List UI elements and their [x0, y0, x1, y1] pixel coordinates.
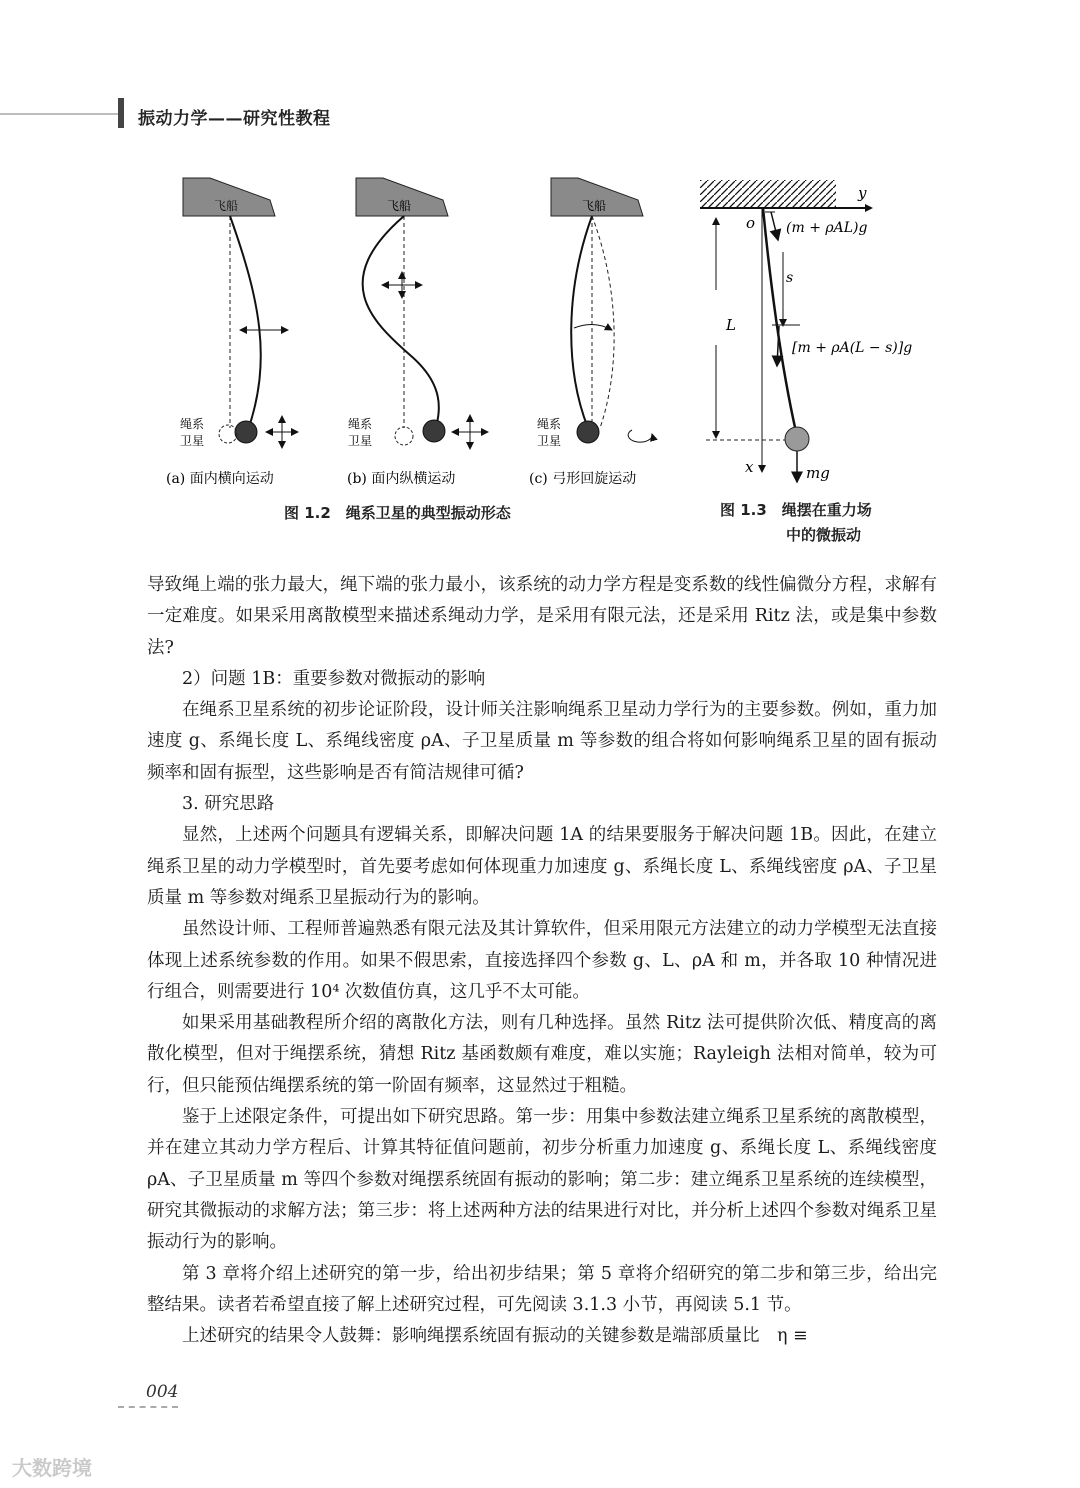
body-text	[147, 570, 937, 1352]
subcaption-a: (a) 面内横向运动	[166, 471, 274, 487]
figure-1-3-caption: 图 1.3 绳摆在重力场 中的微振动	[720, 501, 872, 544]
paragraph: 在绳系卫星系统的初步论证阶段，设计师关注影响绳系卫星动力学行为的主要参数。例如，重力加速度 g、系绳长度 L、系绳线密度 ρA、子卫星质量 m 等参数的组合将如何影响绳系卫星的固有振动频率和固有振型，这些影响是否有简洁规律可循?	[147, 700, 937, 783]
svg-text:卫星: 卫星	[537, 434, 562, 448]
svg-text:y: y	[858, 184, 867, 202]
paragraph: 鉴于上述限定条件，可提出如下研究思路。第一步：用集中参数法建立绳系卫星系统的离散模型，并在建立其动力学方程后、计算其特征值问题前，初步分析重力加速度 g、系绳长度 L、系绳线密度 ρA、子卫星质量 m 等四个参数对绳摆系统固有振动的影响；第二步：建立绳系卫星系统的连续模型，研究其微振动的求解方法；第三步：将上述两种方法的结果进行对比，并分析上述四个参数对绳系卫星振动行为的影响。	[147, 1107, 937, 1253]
subcaption-b: (b) 面内纵横运动	[347, 471, 456, 487]
figure-1-2-caption: 图 1.2 绳系卫星的典型振动形态	[284, 504, 511, 522]
svg-text:卫星: 卫星	[348, 434, 373, 448]
paragraph: 上述研究的结果令人鼓舞：影响绳摆系统固有振动的关键参数是端部质量比 η ≡	[182, 1326, 808, 1347]
svg-text:x: x	[745, 458, 754, 476]
ship-label-a: 飞船	[214, 199, 239, 213]
svg-text:o: o	[746, 214, 756, 232]
svg-text:绳系: 绳系	[180, 417, 205, 431]
svg-text:L: L	[726, 316, 736, 334]
paragraph: 如果采用基础教程所介绍的离散化方法，则有几种选择。虽然 Ritz 法可提供阶次低、精度高的离散化模型，但对于绳摆系统，猜想 Ritz 基函数颇有难度，难以实施；Rayleigh 法相对简单，较为可行，但只能预估绳摆系统的第一阶固有频率，这显然过于粗糙。	[147, 1013, 937, 1096]
svg-text:绳系: 绳系	[537, 417, 562, 431]
paragraph: 导致绳上端的张力最大，绳下端的张力最小，该系统的动力学方程是变系数的线性偏微分方程，求解有一定难度。如果采用离散模型来描述系绳动力学，是采用有限元法，还是采用 Ritz 法，或是集中参数法?	[147, 575, 937, 658]
page-number: 004	[146, 1382, 179, 1402]
svg-text:mg: mg	[806, 464, 830, 482]
svg-text:绳系: 绳系	[348, 417, 373, 431]
figure-1-3	[700, 180, 912, 482]
section-heading: 3. 研究思路	[182, 794, 275, 815]
svg-text:[m + ρA(L − s)]g: [m + ρA(L − s)]g	[792, 340, 913, 356]
paragraph: 虽然设计师、工程师普遍熟悉有限元法及其计算软件，但采用限元方法建立的动力学模型无法直接体现上述系统参数的作用。如果不假思索，直接选择四个参数 g、L、ρA 和 m，并各取 10 种情况进行组合，则需要进行 10⁴ 次数值仿真，这几乎不太可能。	[147, 919, 937, 1002]
figures	[0, 160, 1080, 580]
figure-1-2b	[347, 178, 488, 487]
subcaption-c: (c) 弓形回旋运动	[529, 471, 637, 487]
subheading-1b: 2）问题 1B：重要参数对微振动的影响	[182, 668, 486, 689]
page-number-rule	[118, 1406, 178, 1408]
paragraph: 显然，上述两个问题具有逻辑关系，即解决问题 1A 的结果要服务于解决问题 1B。因此，在建立绳系卫星的动力学模型时，首先要考虑如何体现重力加速度 g、系绳长度 L、系绳线密度 ρA、子卫星质量 m 等参数对绳系卫星振动行为的影响。	[147, 825, 937, 908]
svg-text:飞船: 飞船	[582, 199, 607, 213]
svg-text:飞船: 飞船	[387, 199, 412, 213]
header-rule	[0, 113, 118, 115]
svg-text:(m + ρAL)g: (m + ρAL)g	[786, 220, 868, 236]
svg-text:卫星: 卫星	[180, 434, 205, 448]
figure-1-2c	[529, 178, 652, 487]
header-marker	[118, 98, 124, 128]
running-header: 振动力学——研究性教程	[138, 109, 331, 129]
watermark: 大数跨境	[12, 1456, 92, 1480]
paragraph: 第 3 章将介绍上述研究的第一步，给出初步结果；第 5 章将介绍研究的第二步和第三步，给出完整结果。读者若希望直接了解上述研究过程，可先阅读 3.1.3 小节，再阅读 5.1 节。	[147, 1263, 937, 1315]
svg-text:s: s	[786, 270, 794, 286]
figure-1-2a	[166, 178, 298, 487]
